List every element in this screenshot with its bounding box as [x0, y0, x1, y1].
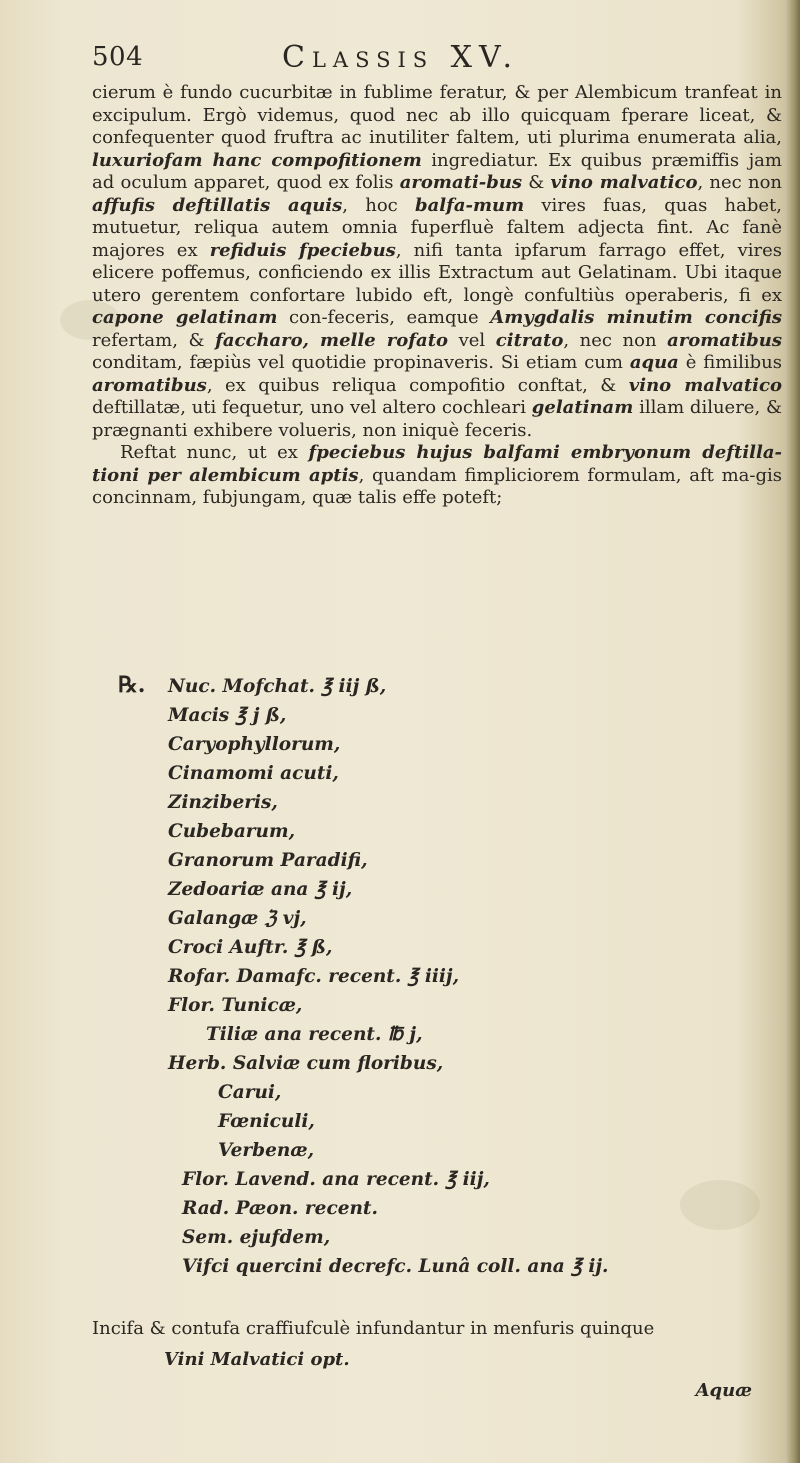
recipe-line: Granorum Paradifi,: [168, 850, 368, 871]
recipe-line: Caryophyllorum,: [168, 734, 341, 755]
recipe-line: Croci Auftr. ℥ ß,: [168, 937, 333, 958]
running-title: Classis XV.: [282, 40, 520, 75]
recipe-line: Galangæ ℨ vj,: [168, 908, 307, 929]
page-header: [92, 40, 692, 84]
recipe-line: Zedoariæ ana ℥ ij,: [168, 879, 353, 900]
recipe-line: Nuc. Mofchat. ℥ iij ß,: [168, 676, 387, 697]
recipe-line: Flor. Tunicæ,: [168, 995, 303, 1016]
recipe-line: Rad. Pæon. recent.: [182, 1198, 378, 1219]
recipe-line: Verbenæ,: [218, 1140, 315, 1161]
closing-text: [92, 1317, 782, 1371]
main-text: [92, 82, 782, 510]
recipe-symbol: ℞.: [118, 672, 146, 698]
page-edge-shadow: [786, 0, 800, 1463]
recipe-line: Sem. ejufdem,: [182, 1227, 331, 1248]
recipe-line: Vifci quercini decrefc. Lunâ coll. ana ℥ ij.: [182, 1256, 609, 1277]
paragraph-2: Reftat nunc, ut ex fpeciebus hujus balfami embryonum deftilla-tioni per alembicum aptis, quandam fimpliciorem formulam, aft ma-gis concinnam, fubjungam, quæ talis effe poteft;: [92, 442, 782, 508]
paragraph-1: cierum è fundo cucurbitæ in fublime feratur, & per Alembicum tranfeat in excipulum. Ergò videmus, quod nec ab illo quicquam fperare liceat, & confequenter quod fruftra ac inutiliter faltem, uti plurima enumerata alia, luxuriofam hanc compofitionem ingrediatur. Ex quibus præmiffis jam ad oculum apparet, quod ex folis aromati-bus & vino malvatico, nec non affufis deftillatis aquis, hoc balfa-mum vires fuas, quas habet, mutuetur, reliqua autem omnia fuperfluè faltem adjecta fint. Ac fanè majores ex refiduis fpeciebus, nifi tanta ipfarum farrago effet, vires elicere poffemus, conficiendo ex illis Extractum aut Gelatinam. Ubi itaque utero gerentem confortare lubido eft, longè confultiùs operaberis, fi ex capone gelatinam con-feceris, eamque Amygdalis minutim concifis refertam, & faccharo, melle rofato vel citrato, nec non aromatibus conditam, fæpiùs vel quotidie propinaveris. Si etiam cum aqua è fimilibus aromatibus, ex quibus reliqua compofitio conftat, & vino malvatico deftillatæ, uti fequetur, uno vel altero cochleari gelatinam illam diluere, & prægnanti exhibere volueris, non iniquè feceris.: [92, 82, 783, 441]
recipe-line: Macis ℥ j ß,: [168, 705, 287, 726]
page-number: 504: [92, 42, 144, 72]
closing-line-1: Incifa & contufa craffiufculè infundantur in menfuris quinque: [92, 1318, 655, 1339]
paper-stain: [680, 1180, 760, 1230]
recipe-line: Fœniculi,: [218, 1111, 315, 1132]
recipe-line: Tiliæ ana recent. ℔ j,: [206, 1024, 423, 1045]
recipe-line: Carui,: [218, 1082, 282, 1103]
recipe-line: Rofar. Damafc. recent. ℥ iiij,: [168, 966, 460, 987]
recipe-line: Flor. Lavend. ana recent. ℥ iij,: [182, 1169, 490, 1190]
catchword: Aquæ: [695, 1380, 752, 1401]
recipe-line: Herb. Salviæ cum floribus,: [168, 1053, 444, 1074]
recipe-line: Zinziberis,: [168, 792, 278, 813]
recipe-line: Cubebarum,: [168, 821, 296, 842]
recipe-line: Cinamomi acuti,: [168, 763, 339, 784]
closing-line-2: Vini Malvatici opt.: [164, 1349, 350, 1370]
